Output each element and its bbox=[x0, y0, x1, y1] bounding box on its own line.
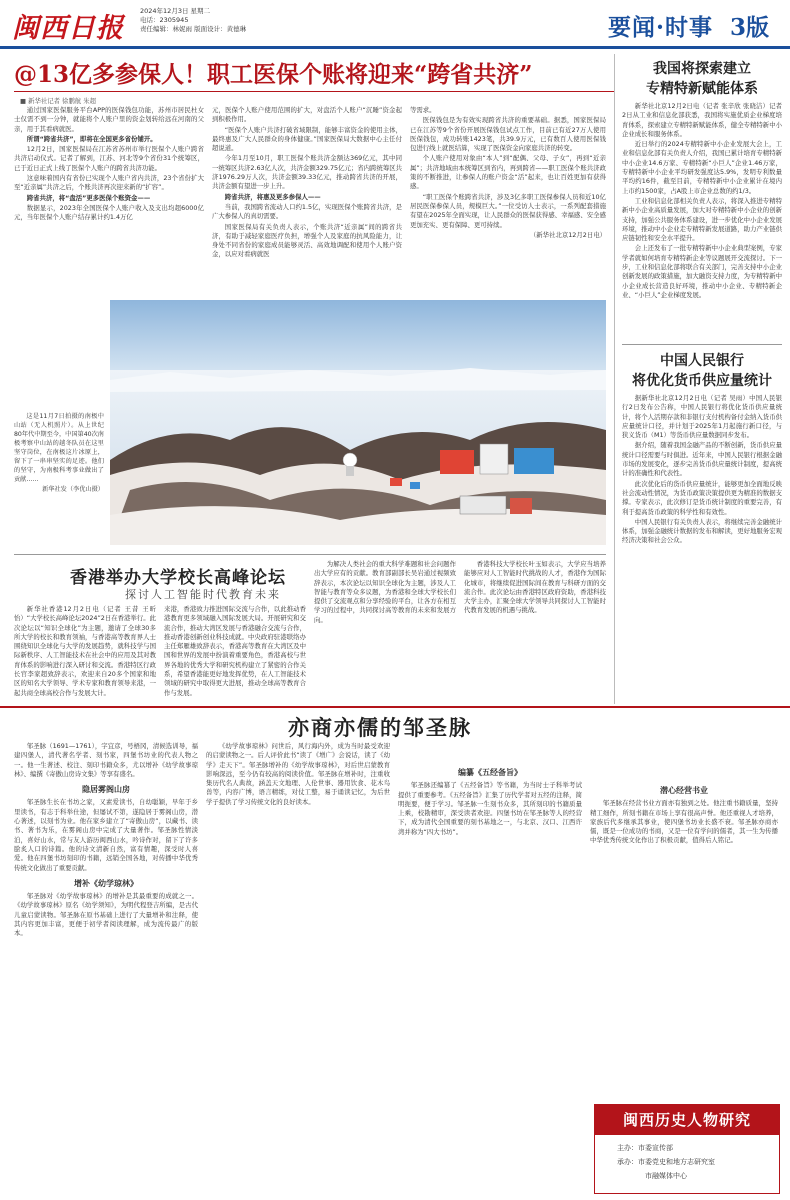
feature-col3 bbox=[398, 742, 582, 1192]
paragraph: 工业和信息化部相关负责人表示，将深入推进专精特新中小企业高质量发展，加大对专精特新中小企业的创新支持，加强公共服务体系建设，进一步优化中小企业发展环境，推动中小企业走专精特新发展道路，助力产业链供应链韧性和安全水平提升。 bbox=[622, 196, 782, 243]
paragraph: 数据显示，2023年全国医保个人账户收入及支出均超6000亿元，当年医保个人账户结存累计约1.4万亿 bbox=[14, 203, 204, 222]
section1-title: 隐居雾阁山房 bbox=[82, 785, 130, 795]
paragraph: 邹圣脉（1691—1761），字宜彦，号梧冈，清候选训导，福建四堡人，清代著名学者、刻书家，四堡书坊业的代表人物之一。他一生著述、校注、刻印书籍众多，尤以增补《幼学故事琼林》、编撰《寄傲山房诗文集》等享有盛名。 bbox=[14, 742, 198, 778]
paragraph: 邹圣脉生长在书坊之家，又素爱读书，自幼聪颖，早年于乡里读书，有志于科举仕途，但屡试不第，遂隐居于雾阁山房，潜心著述，以刻书为业。他在家乡建立了“寄傲山房”，以藏书、读书、著书为乐，在雾阁山房中完成了大量著作。邹圣脉性情淡泊，喜好山水，常与友人游历闽西山水，吟诗作对，留下了许多脍炙人口的诗篇。他的诗文清新自然，富有情趣，深受时人喜爱。他在四堡书坊刻印的书籍，远销全国各地，对传播中华优秀传统文化做出了重要贡献。 bbox=[14, 798, 198, 872]
paragraph: 元，医保个人账户使用范围的扩大，对盘活个人账户“沉睡”资金起到积极作用。 bbox=[212, 106, 402, 124]
article2-col1 bbox=[14, 605, 156, 700]
right2-headline-line2: 将优化货币供应量统计 bbox=[632, 373, 772, 389]
right1-headline-line1: 我国将探索建立 bbox=[653, 61, 751, 77]
article2-top-rule bbox=[14, 554, 606, 555]
phone: 电话：2305945 bbox=[140, 16, 189, 24]
paragraph: 通过国家医保服务平台APP的医保钱包功能，苏州市居民杜女士仅需不到一分钟，就能将个人账户里的资金划转给远在河南的父亲，用于其看病就医。 bbox=[14, 106, 204, 133]
paragraph: 据新华社北京12月2日电（记者 吴雨）中国人民银行2日发布公告称，中国人民银行将优化货币供应量统计，将个人活期存款和非银行支付机构备付金纳入货币供应量统计口径，并计划于2025年1月起施行新口径，与狭义货币（M1）等货币供应量数据同步发布。 bbox=[622, 394, 782, 440]
column-box-organizer2: 市融媒体中心 bbox=[645, 1172, 687, 1180]
newspaper-logo: 闽西日报 bbox=[12, 13, 124, 44]
col3-title: 编纂《五经备旨》 bbox=[458, 768, 522, 777]
section-title: 要闻·时事 bbox=[608, 14, 714, 41]
col4-title: 潜心经营书业 bbox=[660, 786, 708, 795]
page-number: 3版 bbox=[730, 14, 770, 41]
right2-top-rule bbox=[622, 344, 782, 345]
photo-illustration bbox=[110, 300, 606, 545]
masthead-rule bbox=[0, 46, 790, 49]
caption-text: 这是11月7日拍摄的南极中山站（无人机照片）。从上世纪80年代中期至今，中国第40次南极考察中山站的越冬队员在这里坚守岗位，在南极这片冰原上，留下了一串串坚实的足迹。他们的坚守，为南极科考事业做出了贡献…… bbox=[14, 413, 104, 483]
paragraph: 这意味着国内有省份已实现个人账户省内共济，23个省份扩大至“近亲属”共济之后，个账共济再次迎来新的“扩容”。 bbox=[14, 174, 204, 192]
right2-body bbox=[622, 394, 782, 700]
subheadline-article2: 探讨人工智能时代教育未来 bbox=[125, 588, 281, 601]
photo-credit: 新华社发（李优山摄） bbox=[42, 486, 104, 493]
paragraph: “职工医保个账跨省共济，涉及3亿多职工医保参保人员和近10亿居民医保参保人员，规模巨大。”一位受访人士表示，一系列配套措施有望在2025年全面实现，让人民群众的医保获得感、幸福感、安全感更加充实、更有保障、更可持续。 bbox=[410, 192, 606, 229]
paragraph: 当前，我国跨省流动人口约1.5亿，实现医保个账跨省共济，是广大参保人的真切需要。 bbox=[212, 202, 402, 221]
paragraph: 国家医保局有关负责人表示，个账共济“近亲属”间的跨省共济，有助于减轻家庭医疗负担，增强个人及家庭的抗风险能力，让身处不同省份的家庭成员能够灵活、高效地调配和使用个人账户资金，以应对看病就医 bbox=[212, 222, 402, 259]
paragraph: 香港科技大学校长叶玉如表示，大学应当培养能够应对人工智能时代挑战的人才，香港作为国际化城市，将继续促进国际间在教育与科研方面的交流合作。此次论坛由香港特区政府资助，香港科技大学主办，汇聚全球大学领导共同探讨人工智能时代教育发展的机遇与挑战。 bbox=[464, 560, 606, 615]
paragraph: 据介绍，随着我国金融产品的不断创新，货币供应量统计口径需要与时俱进。近年来，中国人民银行根据金融市场的发展变化，逐步完善货币供应量统计制度，提高统计的准确性和代表性。 bbox=[622, 441, 782, 478]
editors: 责任编辑：林妮雨 版面设计：黄德琳 bbox=[140, 25, 247, 33]
paragraph: 来港，香港致力推进国际交流与合作，以此推动香港教育更多领域融入国际发展大局。开展研究和交流合作，推动大湾区发展与香港融合交流与合作，推动香港创新创业科技成就。中央政府驻港联络办主任郑雁雄致辞表示，香港高等教育在大湾区及中国和世界的发展中扮演着重要角色，香港高校与世界各地的优秀大学和研究机构建立了紧密的合作关系，希望香港能更好地发挥优势，在人工智能技术领域的研究中取得更大进展，推动全球高等教育合作与发展。 bbox=[164, 605, 306, 697]
paragraph: 医保钱包是为有效实现跨省共济的重要基础。据悉，国家医保局已在江苏等9个省份开展医保钱包试点工作，目前已有近27万人使用医保钱包，成功转账1423笔，共39.9万元，已有数百人使用医保钱包进行线上就医结算，实现了医保资金向家庭共济的转变。 bbox=[410, 116, 606, 153]
feature-col2 bbox=[206, 742, 390, 1192]
right2-headline-line1: 中国人民银行 bbox=[660, 353, 744, 369]
right1-headline-line2: 专精特新赋能体系 bbox=[646, 81, 758, 97]
feature-col1 bbox=[14, 742, 198, 1192]
photo-antarctic-station bbox=[110, 300, 606, 545]
paragraph: 12月2日，国家医保局在江苏省苏州市举行医保个人账户跨省共济启动仪式。记者了解到，江苏、河北等9个省份31个统筹区，已于近日正式上线了医保个人账户的跨省共济功能。 bbox=[14, 145, 204, 172]
photo-caption bbox=[14, 412, 104, 542]
paragraph: 中国人民银行有关负责人表示，将继续完善金融统计体系，加强金融统计数据的发布和解读，更好地服务宏观经济决策和社会公众。 bbox=[622, 517, 782, 545]
article1-col2 bbox=[212, 106, 402, 294]
paragraph: 会上还发布了一批专精特新中小企业典型案例，专家学者就如何培育专精特新企业等议题展开交流探讨。下一步，工业和信息化部将联合有关部门，完善支持中小企业创新发展的政策措施，加大融资支持力度，为专精特新中小企业成长营造良好环境，推动中小企业、专精特新企业、“小巨人”企业梯度发展。 bbox=[622, 244, 782, 299]
feature-top-rule bbox=[0, 706, 790, 708]
section2-title: 增补《幼学琼林》 bbox=[74, 878, 138, 888]
feature-headline: 亦商亦儒的邹圣脉 bbox=[288, 715, 472, 740]
column-box-title: 闽西历史人物研究 bbox=[595, 1105, 779, 1135]
paragraph: 所谓“跨省共济”，即将在全国更多省份铺开。 bbox=[26, 134, 157, 143]
paragraph: 近日举行的2024专精特新中小企业发展大会上，工业和信息化部有关负责人介绍，我国已累计培育专精特新中小企业14.6万家、专精特新“小巨人”企业1.46万家，专精特新中小企业平均研发强度达5.9%，发明专利数量平均约16件，截至目前，专精特新中小企业累计在境内上市约1500家，占A股上市企业总数的约1/3。 bbox=[622, 140, 782, 195]
paragraph: 个人账户使用对象由“本人”到“配偶、父母、子女”，再到“近亲属”；共济地域由本统筹区到省内，再到跨省——职工医保个账共济政策的不断推进，让参保人的账户资金“活”起来，也让百姓更加有获得感。 bbox=[410, 154, 606, 191]
article2-col4 bbox=[464, 560, 606, 700]
feature-col4 bbox=[590, 742, 778, 1058]
headline-underline bbox=[14, 91, 614, 92]
paragraph: 新华社香港12月2日电（记者 王昔 王昕怡）“大学校长高峰论坛2024”2日在香港举行。此次论坛以“知识全球化”为主题，邀请了全球30多所大学的校长和教育领袖，与香港高等教育界人士围绕知识全球化与大学的发展趋势，就科技学与国际新秩序、人工智能技术在社会中的应用及其对教育体系的影响进行深入研讨和交流。香港特区行政长官李家超致辞表示，欢迎来自20多个国家和地区的知名大学领导、学术专家和教育领导来港，一起共商全球高校合作与发展大计。 bbox=[14, 605, 156, 697]
byline-article1: ■ 新华社记者 徐鹏航 朱超 bbox=[20, 97, 97, 105]
paragraph: 《幼学故事琼林》问世后，风行海内外，成为当时最受欢迎的启蒙读物之一。后人评价此书“读了《增广》会说话，读了《幼学》走天下”。邹圣脉增补的《幼学故事琼林》，对后世启蒙教育影响深远，至今仍有较高的阅读价值。邹圣脉在增补时，注重收集历代名人典故，涵盖天文地理、人伦世事、器用饮食、花木鸟兽等，内容广博，语言精练，对仗工整，易于诵读记忆，为后世学子提供了学习传统文化的良好读本。 bbox=[206, 742, 390, 806]
right-column-divider bbox=[614, 54, 615, 704]
masthead-meta bbox=[140, 7, 246, 34]
paragraph: 此次优化后的货币供应量统计，能够更加全面地反映社会流动性情况，为货币政策决策提供更为精准的数据支撑。专家表示，此次修订是货币统计制度的重要完善，有利于提高货币政策的科学性和有效性。 bbox=[622, 479, 782, 516]
issue-date: 2024年12月3日 星期二 bbox=[140, 7, 211, 15]
masthead bbox=[0, 0, 790, 46]
article1-col1 bbox=[14, 106, 204, 294]
paragraph: 邹圣脉对《幼学故事琼林》的增补是其最重要的成就之一。《幼学故事琼林》原名《幼学须知》，为明代程登吉所编，是古代儿童启蒙读物。邹圣脉在原书基础上进行了大量增补和注释，使其内容更加丰富，更便于初学者阅读理解，成为流传最广的版本。 bbox=[14, 892, 198, 938]
column-box bbox=[594, 1104, 780, 1194]
paragraph: “医保个人账户共济打破省域限制，能够丰富资金的使用主体，最终惠及广大人民群众的身体健康。”国家医保局大数据中心主任付超说道。 bbox=[212, 125, 402, 153]
column-box-host: 主办：市委宣传部 bbox=[617, 1144, 673, 1152]
paragraph: 等需求。 bbox=[410, 106, 436, 114]
right1-body bbox=[622, 102, 782, 340]
paragraph: 跨省共济，将“盘活”更多医保个账资金—— bbox=[26, 193, 151, 202]
column-box-organizer: 承办：市委党史和地方志研究室 bbox=[617, 1158, 715, 1166]
headline-article1: @13亿多参保人！职工医保个账将迎来“跨省共济” bbox=[14, 61, 533, 88]
paragraph: 邹圣脉还编纂了《五经备旨》等书籍，为当时士子科举考试提供了重要参考。《五经备旨》汇集了历代学者对五经的注释，简明扼要，便于学习。邹圣脉一生刻书众多，其所刻印的书籍质量上乘，校勘精审，深受读者欢迎。四堡书坊在邹圣脉等人的经营下，成为清代全国重要的刻书基地之一，与北京、汉口、江西许湾并称为“四大书坊”。 bbox=[398, 781, 582, 836]
article2-col3 bbox=[314, 560, 456, 700]
paragraph: 新华社北京12月2日电（记者 张辛欣 张晓洁）记者2日从工业和信息化部获悉，我国将实施优质企业梯度培育体系，探索建立专精特新赋能体系，健全专精特新中小企业成长和服务体系。 bbox=[622, 102, 782, 138]
paragraph: 今年1月至10月，职工医保个账共济金额达369亿元，其中同一统筹区共济2.63亿人次，共济金额329.75亿元；省内跨统筹区共济1976.29万人次，共济金额39.33亿元，推动跨省共济的开展，共济金额有望进一步上升。 bbox=[212, 154, 402, 191]
paragraph: 为解决人类社会的重大科学难题和社会问题作出大学应有的贡献。教育部副部长吴岩通过视频致辞表示，本次论坛以知识全球化为主题，涉及人工智能与教育等众多议题，为香港和全球大学校长们提供了交流观点和分享经验的平台，让各方在相互学习的过程中，共同探讨高等教育的未来和发展方向。 bbox=[314, 560, 456, 624]
paragraph: （新华社北京12月2日电） bbox=[529, 230, 606, 239]
article1-col3 bbox=[410, 106, 606, 294]
paragraph: 邹圣脉在经营书业方面亦有独到之处。他注重书籍质量，坚持精工细作，所刻书籍在市场上享有很高声誉。他还重视人才培养，家族后代多继承其事业，使四堡书坊业长盛不衰。邹圣脉亦商亦儒，既是一位成功的书商，又是一位有学问的儒者，其一生为传播中华优秀传统文化作出了积极贡献，值得后人铭记。 bbox=[590, 799, 778, 845]
article2-col2 bbox=[164, 605, 306, 700]
paragraph: 跨省共济，将惠及更多参保人—— bbox=[224, 192, 321, 201]
headline-article2: 香港举办大学校长高峰论坛 bbox=[70, 568, 286, 588]
